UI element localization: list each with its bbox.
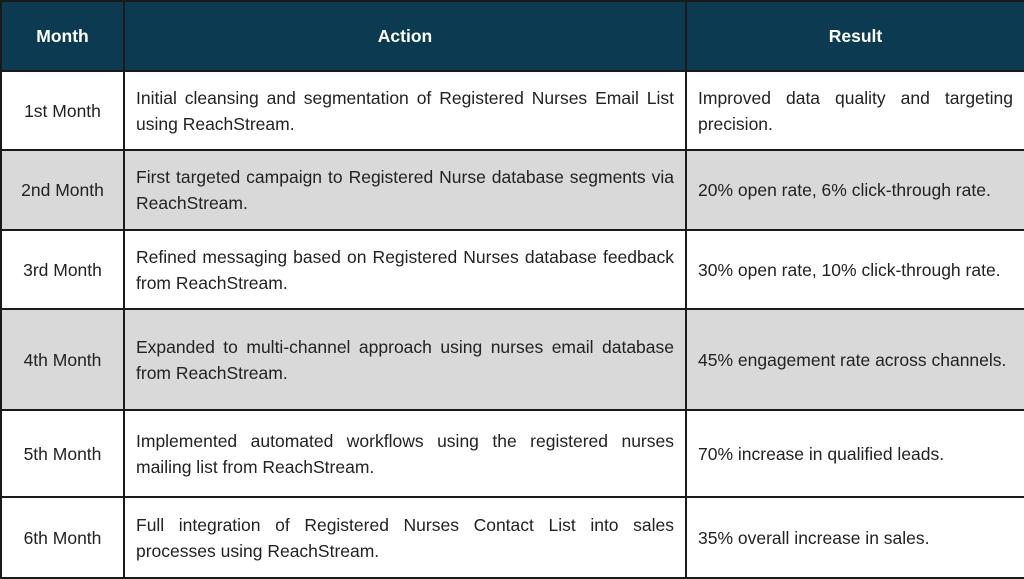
result-cell: 45% engagement rate across channels. <box>686 309 1024 410</box>
month-cell: 1st Month <box>1 71 124 150</box>
header-row <box>1 1 1024 71</box>
result-cell: 70% increase in qualified leads. <box>686 410 1024 497</box>
month-cell: 2nd Month <box>1 150 124 230</box>
header-action: Action <box>124 1 686 71</box>
result-cell: 20% open rate, 6% click-through rate. <box>686 150 1024 230</box>
month-cell: 5th Month <box>1 410 124 497</box>
action-cell: Implemented automated workflows using the registered nurses mailing list from ReachStream. <box>124 410 686 497</box>
action-cell: Full integration of Registered Nurses Contact List into sales processes using ReachStream. <box>124 497 686 578</box>
table-row <box>1 230 1024 309</box>
result-cell: 30% open rate, 10% click-through rate. <box>686 230 1024 309</box>
month-cell: 4th Month <box>1 309 124 410</box>
table-row <box>1 71 1024 150</box>
result-cell: Improved data quality and targeting precision. <box>686 71 1024 150</box>
action-cell: Initial cleansing and segmentation of Registered Nurses Email List using ReachStream. <box>124 71 686 150</box>
header-result: Result <box>686 1 1024 71</box>
action-cell: Refined messaging based on Registered Nurses database feedback from ReachStream. <box>124 230 686 309</box>
action-cell: First targeted campaign to Registered Nurse database segments via ReachStream. <box>124 150 686 230</box>
header-month: Month <box>1 1 124 71</box>
table-row <box>1 150 1024 230</box>
table-row <box>1 410 1024 497</box>
table-row <box>1 309 1024 410</box>
month-cell: 6th Month <box>1 497 124 578</box>
table-row <box>1 497 1024 578</box>
action-cell: Expanded to multi-channel approach using nurses email database from ReachStream. <box>124 309 686 410</box>
result-cell: 35% overall increase in sales. <box>686 497 1024 578</box>
month-cell: 3rd Month <box>1 230 124 309</box>
